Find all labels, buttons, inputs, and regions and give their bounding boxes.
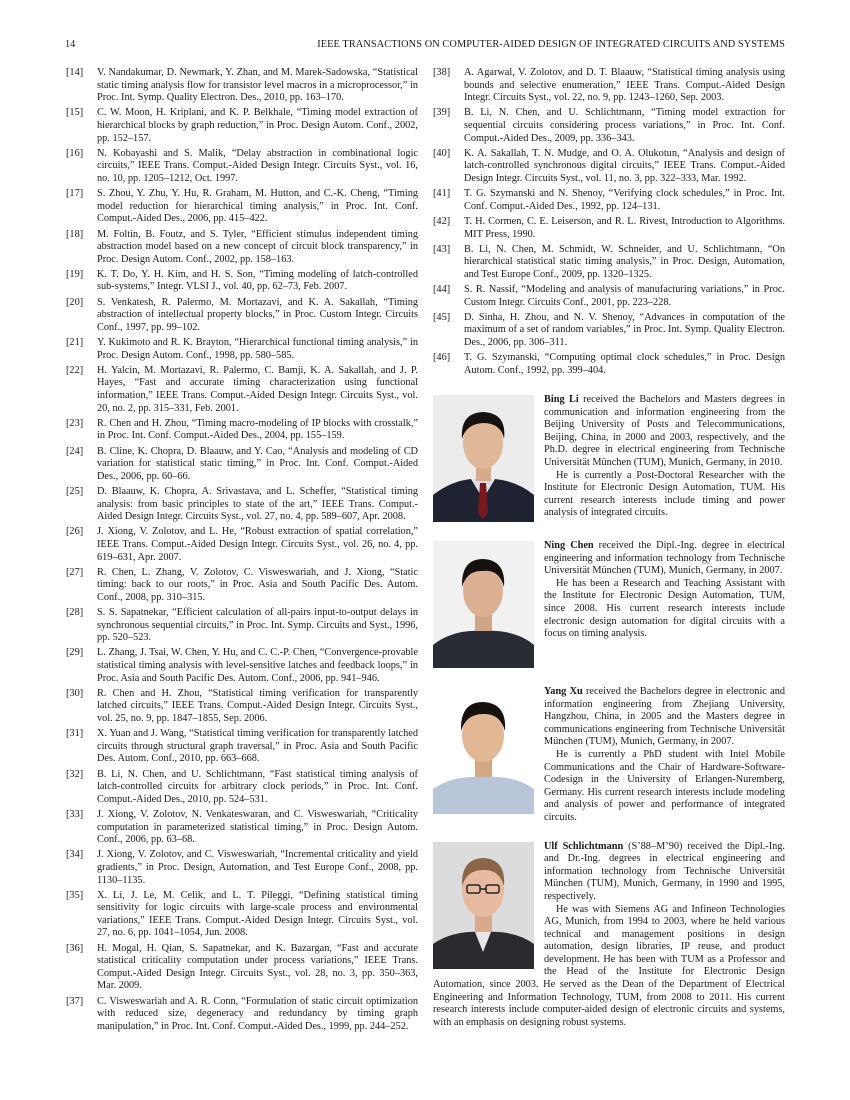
- bio-text: He was with Siemens AG and Infineon Technologies AG, Munich, from 1994 to 2003, where he held various technical and management positions in design automation, design libraries, IP reuse, and product development. He has been with TUM as a Professor and the Head of the Institute for Electronic Design Automation, since 2003. He served as the Dean of the Department of Electrical Engineering and Information Technology, TUM, from 2008 to 2011. His current research interests include computer-aided design of electronic circuits and systems, with an emphasis on designing robust systems.: [433, 903, 785, 1028]
- page-header: [65, 39, 785, 53]
- reference-number: [30]: [66, 687, 84, 699]
- reference-item: [433, 312, 785, 350]
- reference-number: [19]: [66, 268, 84, 280]
- reference-number: [33]: [66, 808, 84, 820]
- bio-name: Ulf Schlichtmann: [544, 840, 624, 852]
- reference-number: [45]: [433, 311, 451, 323]
- reference-item: [66, 297, 418, 335]
- reference-text: B. Li, N. Chen, and U. Schlichtmann, “Timing model extraction for sequential circuits considering process variations,” in Proc. Int. Conf. Comput.-Aided Des., 2009, pp. 336–343.: [464, 107, 785, 144]
- reference-text: R. Chen, L. Zhang, V. Zolotov, C. Visweswariah, and J. Xiong, “Static timing: back to our roots,” in Proc. Asia and South Pacific Des. Autom. Conf., 2008, pp. 310–315.: [97, 566, 418, 603]
- reference-number: [31]: [66, 728, 84, 740]
- reference-number: [36]: [66, 942, 84, 954]
- reference-item: [66, 849, 418, 887]
- author-photo: [433, 541, 534, 668]
- reference-text: C. W. Moon, H. Kriplani, and K. P. Belkhale, “Timing model extraction of hierarchical blocks by graph reduction,” in Proc. Design Autom. Conf., 2002, pp. 152–157.: [97, 107, 418, 144]
- reference-text: B. Cline, K. Chopra, D. Blaauw, and Y. Cao, “Analysis and modeling of CD variation for statistical static timing,” in Proc. Int. Conf. Comput.-Aided Des., 2006, pp. 60–66.: [97, 445, 418, 482]
- reference-item: [66, 688, 418, 726]
- reference-number: [18]: [66, 228, 84, 240]
- reference-item: [66, 229, 418, 267]
- reference-item: [66, 996, 418, 1034]
- bio-name: Ning Chen: [544, 540, 594, 551]
- bio-text: received the Dipl.-Ing. degree in electrical engineering and information technology from Technische Universität München (TUM), Munich, Germany, in 2007.: [544, 540, 785, 577]
- reference-number: [40]: [433, 147, 451, 159]
- bio-text: (S’88–M’90) received the Dipl.-Ing. and Dr.-Ing. degrees in electrical engineering and information technology from Technische Universität München (TUM), Munich, Germany, in 1990 and 1995, respectively.: [544, 840, 786, 902]
- reference-item: [66, 728, 418, 766]
- reference-number: [17]: [66, 188, 84, 200]
- reference-item: [66, 526, 418, 564]
- reference-item: [66, 943, 418, 993]
- reference-number: [44]: [433, 284, 451, 296]
- reference-number: [14]: [66, 67, 84, 78]
- reference-number: [23]: [66, 417, 84, 429]
- reference-text: R. Chen and H. Zhou, “Timing macro-modeling of IP blocks with crosstalk,” in Proc. Int. Conf. Comput.-Aided Des., 2004, pp. 155–159.: [97, 417, 418, 442]
- reference-number: [15]: [66, 107, 84, 119]
- reference-number: [37]: [66, 995, 84, 1007]
- reference-text: D. Sinha, H. Zhou, and N. V. Shenoy, “Advances in computation of the maximum of a set of random variables,” in Proc. Int. Symp. Quality Electron. Des., 2006, pp. 306–311.: [464, 311, 785, 349]
- reference-item: [433, 216, 785, 241]
- reference-text: X. Li, J. Le, M. Celik, and L. T. Pileggi, “Defining statistical timing sensitivity for logic circuits with large-scale process and environmental variations,” IEEE Trans. Comput.-Aided Design Integr. Circuits Syst., vol. 27, no. 6, pp. 1041–1054, Jun. 2008.: [97, 889, 418, 939]
- reference-number: [20]: [66, 296, 84, 308]
- reference-number: [42]: [433, 215, 451, 227]
- references-left-column: [66, 67, 418, 1036]
- reference-text: L. Zhang, J. Tsai, W. Chen, Y. Hu, and C. C.-P. Chen, “Convergence-provable statistical timing analysis with level-sensitive latches and feedback loops,” in Proc. Asia and South Pacific Des. Autom. Conf., 2006, pp. 941–946.: [97, 647, 418, 684]
- reference-number: [24]: [66, 445, 84, 457]
- reference-text: Y. Kukimoto and R. K. Brayton, “Hierarchical functional timing analysis,” in Proc. Design Autom. Conf., 1998, pp. 580–585.: [97, 337, 418, 361]
- bio-name: Yang Xu: [544, 686, 583, 697]
- reference-item: [433, 352, 785, 377]
- reference-number: [41]: [433, 188, 451, 200]
- reference-item: [66, 890, 418, 940]
- bio-ulf-schlichtmann: [433, 841, 785, 1030]
- reference-item: [433, 107, 785, 145]
- bio-ning-chen: [433, 540, 785, 670]
- reference-text: R. Chen and H. Zhou, “Statistical timing verification for transparently latched circuits,” IEEE Trans. Comput.-Aided Design Integr. Circuits Syst., vol. 25, no. 9, pp. 1847–1855, Sep. 2006.: [97, 687, 418, 724]
- page-number: 14: [65, 39, 76, 50]
- reference-item: [66, 337, 418, 362]
- reference-text: C. Visweswariah and A. R. Conn, “Formulation of static circuit optimization with reduced size, degeneracy and redundancy by timing graph manipulation,” in Proc. Int. Conf. Comput.-Aided Des., 1999, pp. 244–252.: [97, 995, 418, 1032]
- bio-text: received the Bachelors degree in electronic and information engineering from Zhejiang University, Hangzhou, China, in 2005 and the Masters degree in communications engineering from Technische Universität München (TUM), Munich, Germany, in 2007.: [544, 686, 785, 748]
- reference-item: [66, 769, 418, 807]
- reference-text: H. Mogal, H. Qian, S. Sapatnekar, and K. Bazargan, “Fast and accurate statistical criticality computation under process variations,” IEEE Trans. Comput.-Aided Design Integr. Circuits Syst., vol. 28, no. 3, pp. 350–363, Mar. 2009.: [97, 942, 418, 992]
- reference-item: [66, 647, 418, 685]
- reference-text: J. Xiong, V. Zolotov, and C. Visweswariah, “Incremental criticality and yield gradients,” in Proc. Design, Automation, and Test Europe Conf., 2008, pp. 1130–1135.: [97, 849, 418, 886]
- bio-yang-xu: [433, 686, 785, 825]
- bio-bing-li: [433, 394, 785, 524]
- reference-item: [66, 486, 418, 524]
- reference-text: A. Agarwal, V. Zolotov, and D. T. Blaauw, “Statistical timing analysis using bounds and selective enumeration,” IEEE Trans. Comput.-Aided Design Integr. Circuits Syst., vol. 22, no. 9, pp. 1243–1260, Sep. 2003.: [464, 67, 785, 104]
- journal-title: IEEE TRANSACTIONS ON COMPUTER-AIDED DESIGN OF INTEGRATED CIRCUITS AND SYSTEMS: [317, 39, 785, 50]
- reference-item: [66, 567, 418, 605]
- reference-number: [16]: [66, 147, 84, 159]
- reference-number: [35]: [66, 889, 84, 901]
- reference-item: [66, 446, 418, 484]
- reference-text: J. Xiong, V. Zolotov, and L. He, “Robust extraction of spatial correlation,” IEEE Trans. Comput.-Aided Design Integr. Circuits Syst., vol. 26, no. 4, pp. 619–631, Apr. 2007.: [97, 526, 418, 563]
- reference-text: T. G. Szymanski, “Computing optimal clock schedules,” in Proc. Design Autom. Conf., 1992, pp. 399–404.: [464, 352, 785, 376]
- reference-item: [66, 188, 418, 226]
- reference-number: [29]: [66, 647, 84, 659]
- reference-item: [433, 244, 785, 282]
- reference-text: T. H. Cormen, C. E. Leiserson, and R. L. Rivest, Introduction to Algorithms. MIT Press, 1990.: [464, 215, 785, 240]
- reference-number: [46]: [433, 352, 451, 364]
- reference-number: [21]: [66, 337, 84, 349]
- reference-text: B. Li, N. Chen, and U. Schlichtmann, “Fast statistical timing analysis of latch-controlled circuits for arbitrary clock periods,” in Proc. Int. Conf. Comput.-Aided Des., 2010, pp. 524–531.: [97, 768, 418, 805]
- reference-number: [22]: [66, 364, 84, 376]
- reference-item: [66, 418, 418, 443]
- reference-text: J. Xiong, V. Zolotov, N. Venkateswaran, and C. Visweswariah, “Criticality computation in parameterized statistical timing,” in Proc. Design Autom. Conf., 2006, pp. 63–68.: [97, 808, 418, 846]
- reference-text: K. A. Sakallah, T. N. Mudge, and O. A. Olukotun, “Analysis and design of latch-controlled synchronous digital circuits,” IEEE Trans. Comput.-Aided Design Integr. Circuits Syst., vol. 11, no. 3, pp. 322–333, Mar. 1992.: [464, 147, 785, 184]
- references-right-column: [433, 67, 785, 380]
- bio-text: He is currently a Post-Doctoral Researcher with the Institute for Electronic Design Automation, TUM. His current research interests include timing and power analysis of integrated circuits.: [544, 469, 785, 519]
- reference-number: [26]: [66, 526, 84, 538]
- reference-item: [433, 188, 785, 213]
- reference-number: [25]: [66, 485, 84, 497]
- bio-text: He is currently a PhD student with Intel Mobile Communications and the Chair of Hardware-Software-Codesign in the University of Erlangen-Nuremberg, Germany. His current research interests include modeling and analysis of power and performance of integrated circuits.: [544, 748, 785, 823]
- reference-item: [66, 107, 418, 145]
- bio-text: He has been a Research and Teaching Assistant with the Institute for Electronic Design Automation, TUM, since 2008. His current research interests include electronic design automation for digital circuits with a focus on timing analysis.: [544, 577, 785, 640]
- reference-number: [39]: [433, 107, 451, 119]
- reference-number: [32]: [66, 768, 84, 780]
- author-biographies: [433, 394, 785, 1045]
- reference-item: [66, 269, 418, 294]
- reference-text: M. Foltin, B. Foutz, and S. Tyler, “Efficient stimulus independent timing abstraction model based on a new concept of circuit block transparency,” in Proc. Design Autom. Conf., 2002, pp. 158–163.: [97, 228, 418, 265]
- reference-text: D. Blaauw, K. Chopra, A. Srivastava, and L. Scheffer, “Statistical timing analysis: from basic principles to state of the art,” IEEE Trans. Comput.-Aided Design Integr. Circuits Syst., vol. 27, no. 4, pp. 589–607, Apr. 2008.: [97, 485, 418, 523]
- reference-text: N. Kobayashi and S. Malik, “Delay abstraction in combinational logic circuits,” IEEE Trans. Comput.-Aided Design Integr. Circuits Syst., vol. 16, no. 10, pp. 1205–1212, Oct. 1997.: [97, 147, 418, 184]
- reference-text: S. Venkatesh, R. Palermo, M. Mortazavi, and K. A. Sakallah, “Timing abstraction of intellectual property blocks,” in Proc. Custom Integr. Circuits Conf., 1997, pp. 99–102.: [97, 296, 418, 333]
- author-photo: [433, 395, 534, 522]
- reference-item: [433, 284, 785, 309]
- reference-text: S. R. Nassif, “Modeling and analysis of manufacturing variations,” in Proc. Custom Integr. Circuits Conf., 2001, pp. 223–228.: [464, 284, 785, 308]
- reference-number: [27]: [66, 566, 84, 578]
- author-photo: [433, 687, 534, 814]
- reference-item: [66, 67, 418, 105]
- reference-text: X. Yuan and J. Wang, “Statistical timing verification for transparently latched circuits through structural graph traversal,” in Proc. Asia and South Pacific Des. Autom. Conf., 2010, pp. 663–668.: [97, 728, 418, 765]
- reference-number: [43]: [433, 243, 451, 255]
- reference-item: [66, 607, 418, 645]
- reference-text: S. Zhou, Y. Zhu, Y. Hu, R. Graham, M. Hutton, and C.-K. Cheng, “Timing model reduction for hierarchical timing analysis,” in Proc. Int. Conf. Comput.-Aided Des., 2006, pp. 415–422.: [97, 188, 418, 225]
- reference-text: V. Nandakumar, D. Newmark, Y. Zhan, and M. Marek-Sadowska, “Statistical static timing analysis flow for transistor level macros in a microprocessor,” in Proc. Int. Symp. Quality Electron. Des., 2010, pp. 163–170.: [97, 67, 418, 104]
- reference-item: [66, 365, 418, 415]
- reference-number: [38]: [433, 67, 451, 78]
- reference-text: T. G. Szymanski and N. Shenoy, “Verifying clock schedules,” in Proc. Int. Conf. Comput.-Aided Des., 1992, pp. 124–131.: [464, 188, 785, 212]
- bio-name: Bing Li: [544, 394, 579, 405]
- reference-text: K. T. Do, Y. H. Kim, and H. S. Son, “Timing modeling of latch-controlled sub-systems,” Integr. VLSI J., vol. 40, pp. 62–73, Feb. 2007.: [97, 268, 418, 293]
- reference-text: S. S. Sapatnekar, “Efficient calculation of all-pairs input-to-output delays in synchronous sequential circuits,” in Proc. Int. Symp. Circuits and Syst., 1996, pp. 520–523.: [97, 607, 418, 644]
- reference-text: H. Yalcin, M. Mortazavi, R. Palermo, C. Bamji, K. A. Sakallah, and J. P. Hayes, “Fast and accurate timing characterization using functional information,” IEEE Trans. Comput.-Aided Design Integr. Circuits Syst., vol. 20, no. 2, pp. 315–331, Feb. 2001.: [97, 364, 418, 414]
- reference-item: [433, 148, 785, 186]
- author-photo: [433, 842, 534, 969]
- reference-number: [34]: [66, 849, 84, 861]
- reference-item: [66, 809, 418, 847]
- bio-text: received the Bachelors and Masters degrees in communication and information engineering from the Beijing University of Posts and Telecommunications, Beijing, China, in 2000 and 2003, respectively, and the Ph.D. degree in electrical engineering from Technische Universität München (TUM), Munich, Germany, in 2010.: [544, 394, 785, 468]
- reference-number: [28]: [66, 607, 84, 619]
- reference-text: B. Li, N. Chen, M. Schmidt, W. Schneider, and U. Schlichtmann, “On hierarchical statistical static timing analysis,” in Proc. Design, Automation, and Test Europe Conf., 2009, pp. 1320–1325.: [464, 243, 785, 280]
- reference-item: [433, 67, 785, 105]
- reference-item: [66, 148, 418, 186]
